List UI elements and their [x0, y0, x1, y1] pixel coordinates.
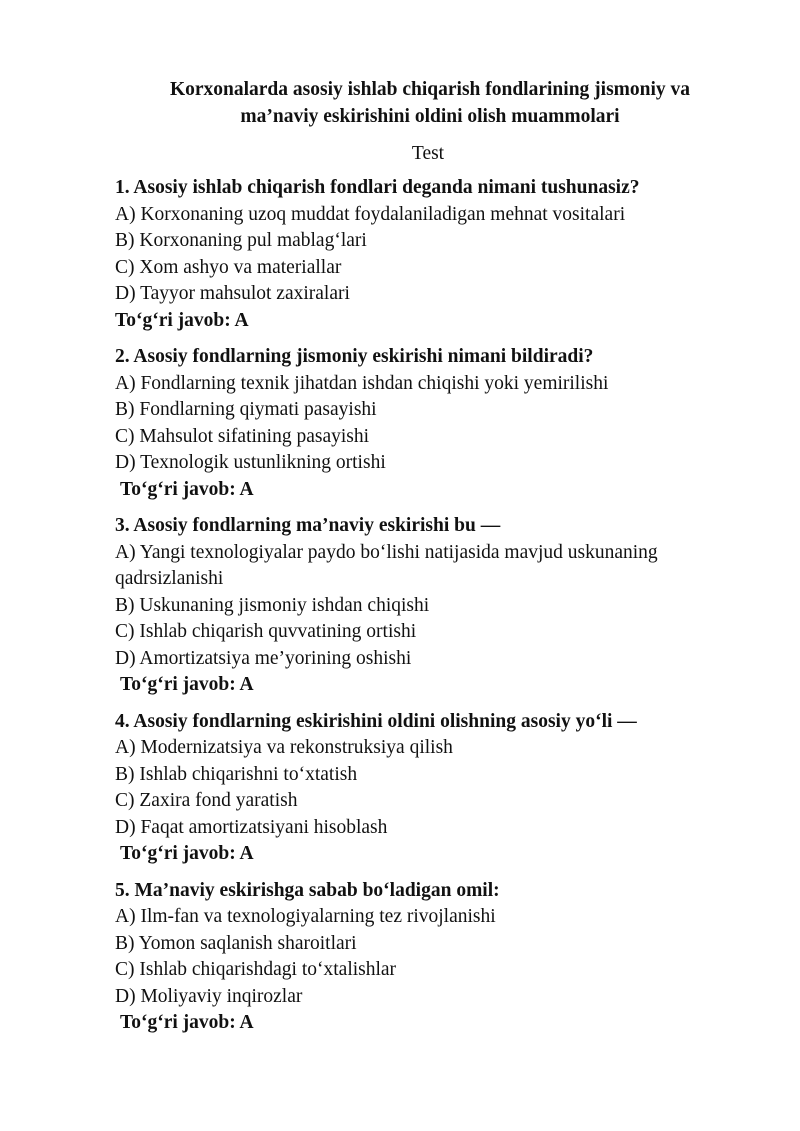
option-d: D) Moliyaviy inqirozlar [115, 985, 303, 1007]
correct-answer: To‘g‘ri javob: A [120, 674, 254, 695]
question-4 [115, 709, 735, 868]
option-d: D) Amortizatsiya me’yorining oshishi [115, 647, 412, 669]
question-text: 4. Asosiy fondlarning eskirishini oldini olishning asosiy yo‘li — [115, 710, 637, 732]
option-b: B) Uskunaning jismoniy ishdan chiqishi [115, 594, 430, 616]
title-line-2: ma’naviy eskirishini oldini olish muammolari [240, 106, 620, 127]
option-b: B) Fondlarning qiymati pasayishi [115, 399, 377, 420]
correct-answer: To‘g‘ri javob: A [115, 309, 249, 331]
option-a: A) Modernizatsiya va rekonstruksiya qilish [115, 737, 453, 758]
option-a: A) Ilm-fan va texnologiyalarning tez rivojlanishi [115, 906, 496, 927]
option-c: C) Zaxira fond yaratish [115, 790, 298, 811]
question-5 [115, 878, 735, 1037]
option-a: A) Yangi texnologiyalar paydo bo‘lishi natijasida mavjud uskunaning qadrsizlanishi [115, 541, 658, 589]
option-d: D) Texnologik ustunlikning ortishi [115, 452, 386, 473]
option-b: B) Yomon saqlanish sharoitlari [115, 932, 357, 954]
option-a: A) Fondlarning texnik jihatdan ishdan chiqishi yoki yemirilishi [115, 372, 609, 394]
option-c: C) Ishlab chiqarish quvvatining ortishi [115, 621, 417, 642]
title-line-1: Korxonalarda asosiy ishlab chiqarish fondlarining jismoniy va [169, 79, 691, 100]
question-2 [115, 344, 735, 503]
option-c: C) Ishlab chiqarishdagi to‘xtalishlar [115, 959, 397, 980]
question-text: 2. Asosiy fondlarning jismoniy eskirishi nimani bildiradi? [115, 346, 594, 367]
question-text: 3. Asosiy fondlarning ma’naviy eskirishi bu — [115, 515, 501, 536]
question-3 [115, 513, 735, 699]
option-b: B) Korxonaning pul mablag‘lari [115, 230, 367, 251]
correct-answer: To‘g‘ri javob: A [120, 843, 254, 864]
correct-answer: To‘g‘ri javob: A [120, 1012, 254, 1033]
correct-answer: To‘g‘ri javob: A [120, 478, 254, 500]
option-d: D) Tayyor mahsulot zaxiralari [115, 283, 350, 304]
option-d: D) Faqat amortizatsiyani hisoblash [115, 816, 388, 838]
question-text: 1. Asosiy ishlab chiqarish fondlari deganda nimani tushunasiz? [115, 177, 640, 198]
question-text: 5. Ma’naviy eskirishga sabab bo‘ladigan omil: [115, 879, 500, 901]
option-c: C) Xom ashyo va materiallar [115, 256, 342, 278]
question-list [115, 175, 735, 1047]
question-1 [115, 175, 735, 334]
option-a: A) Korxonaning uzoq muddat foydalaniladigan mehnat vositalari [115, 203, 626, 225]
option-c: C) Mahsulot sifatining pasayishi [115, 425, 370, 447]
option-b: B) Ishlab chiqarishni to‘xtatish [115, 763, 358, 785]
document-title [120, 76, 740, 130]
document-subtitle: Test [411, 143, 445, 164]
